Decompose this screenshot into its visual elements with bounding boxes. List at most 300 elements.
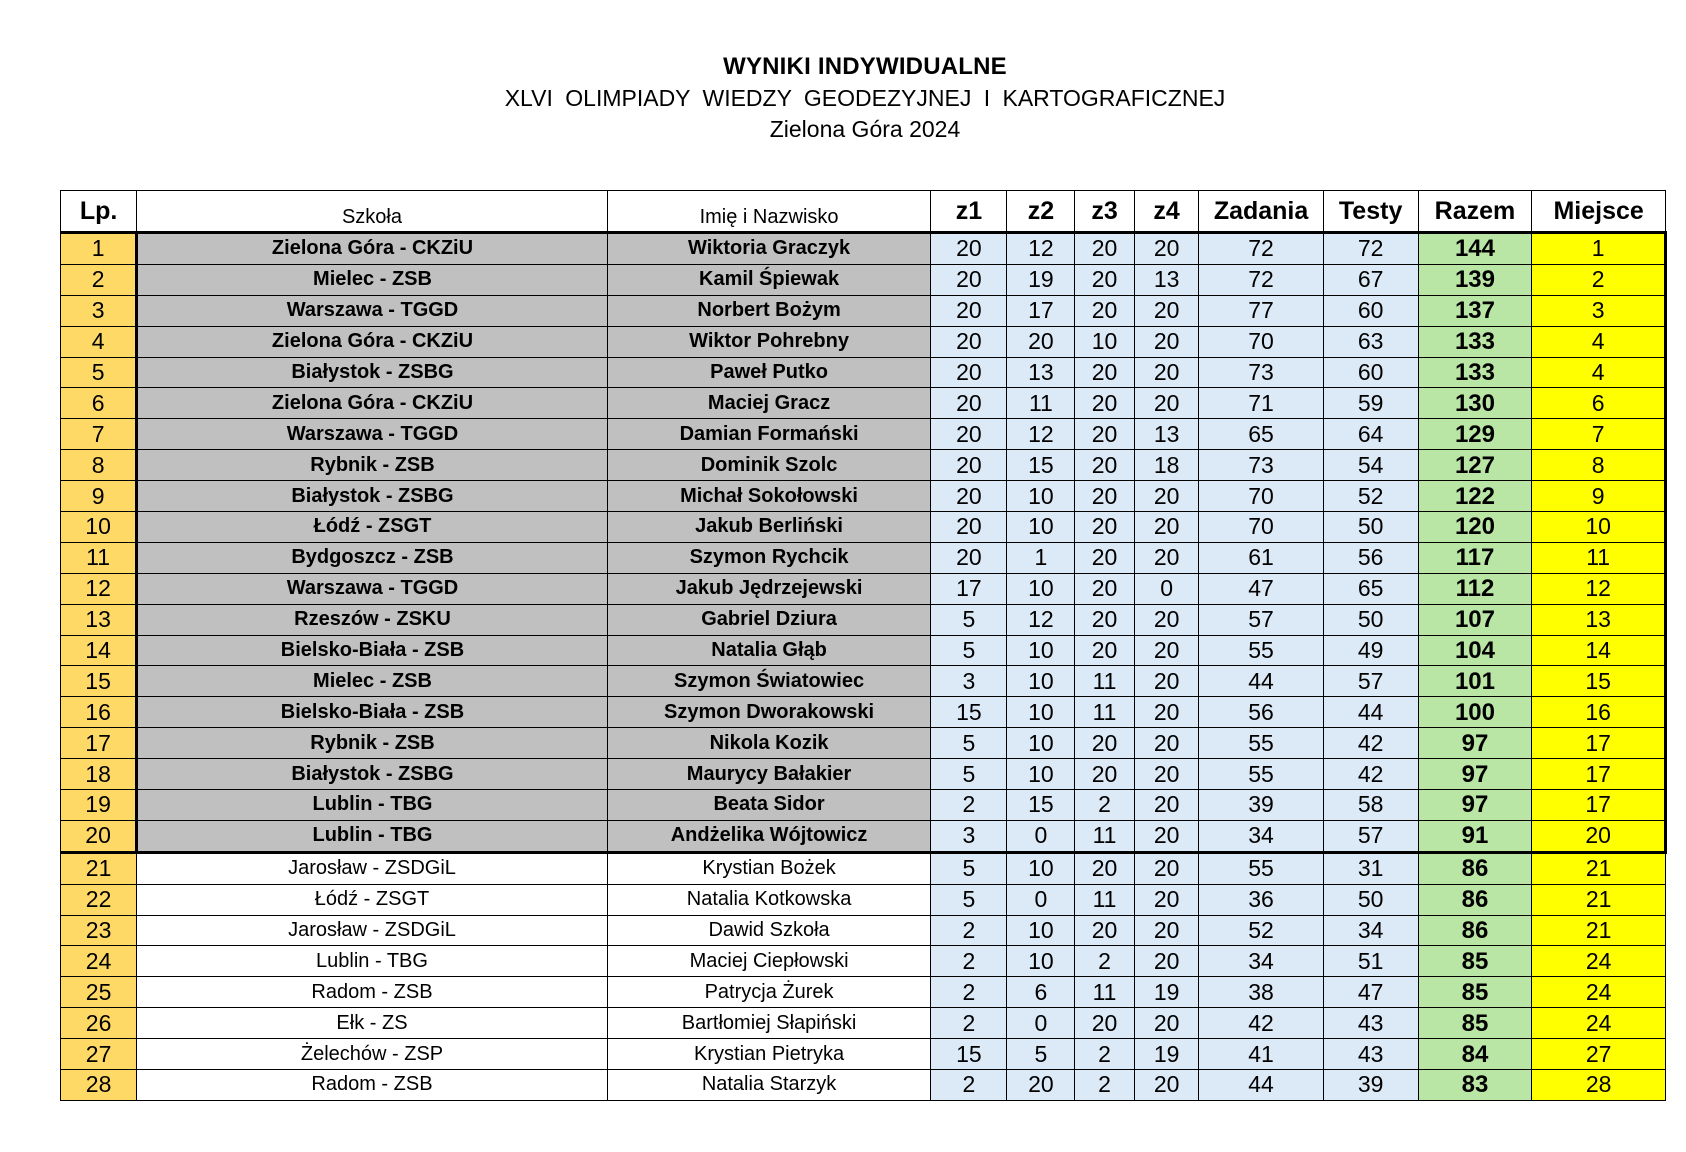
cell-z4: 20	[1134, 388, 1199, 419]
document-location-year: Zielona Góra 2024	[769, 116, 961, 142]
cell-school: Zielona Góra - CKZiU	[137, 388, 608, 419]
cell-z3: 11	[1075, 697, 1134, 728]
table-row	[61, 450, 1666, 481]
cell-zadania: 73	[1199, 357, 1323, 388]
cell-miejsce: 10	[1532, 512, 1666, 543]
cell-z4: 20	[1134, 1008, 1199, 1039]
cell-z2: 20	[1007, 326, 1075, 357]
table-row	[61, 915, 1666, 946]
cell-razem: 107	[1418, 604, 1532, 635]
cell-school: Lublin - TBG	[137, 790, 608, 821]
cell-school: Białystok - ZSBG	[137, 481, 608, 512]
cell-miejsce: 13	[1532, 604, 1666, 635]
cell-razem: 86	[1418, 915, 1532, 946]
cell-miejsce: 21	[1532, 852, 1666, 884]
cell-z1: 5	[931, 852, 1007, 884]
cell-z3: 20	[1075, 450, 1134, 481]
cell-testy: 50	[1323, 604, 1418, 635]
cell-z1: 20	[931, 450, 1007, 481]
cell-name: Jakub Jędrzejewski	[607, 573, 931, 604]
cell-miejsce: 24	[1532, 946, 1666, 977]
cell-school: Zielona Góra - CKZiU	[137, 233, 608, 265]
cell-testy: 67	[1323, 264, 1418, 295]
cell-z1: 2	[931, 1008, 1007, 1039]
cell-z1: 2	[931, 915, 1007, 946]
document-header	[0, 52, 1686, 144]
cell-zadania: 39	[1199, 790, 1323, 821]
cell-z3: 20	[1075, 1008, 1134, 1039]
cell-zadania: 34	[1199, 946, 1323, 977]
cell-z1: 15	[931, 697, 1007, 728]
cell-lp: 12	[61, 573, 137, 604]
cell-school: Bielsko-Biała - ZSB	[137, 635, 608, 666]
table-row	[61, 852, 1666, 884]
cell-z3: 20	[1075, 295, 1134, 326]
cell-name: Szymon Światowiec	[607, 666, 931, 697]
cell-school: Białystok - ZSBG	[137, 357, 608, 388]
cell-name: Nikola Kozik	[607, 728, 931, 759]
cell-z1: 15	[931, 1039, 1007, 1070]
cell-school: Warszawa - TGGD	[137, 419, 608, 450]
cell-miejsce: 14	[1532, 635, 1666, 666]
cell-testy: 59	[1323, 388, 1418, 419]
cell-z4: 20	[1134, 759, 1199, 790]
cell-lp: 5	[61, 357, 137, 388]
cell-name: Natalia Kotkowska	[607, 884, 931, 915]
cell-z4: 20	[1134, 512, 1199, 543]
table-row	[61, 1070, 1666, 1101]
cell-name: Krystian Pietryka	[607, 1039, 931, 1070]
cell-name: Maurycy Bałakier	[607, 759, 931, 790]
cell-testy: 34	[1323, 915, 1418, 946]
cell-z2: 0	[1007, 1008, 1075, 1039]
cell-school: Białystok - ZSBG	[137, 759, 608, 790]
cell-miejsce: 4	[1532, 326, 1666, 357]
cell-school: Ełk - ZS	[137, 1008, 608, 1039]
cell-school: Bydgoszcz - ZSB	[137, 542, 608, 573]
cell-testy: 42	[1323, 759, 1418, 790]
cell-z3: 20	[1075, 419, 1134, 450]
cell-zadania: 55	[1199, 759, 1323, 790]
cell-z2: 10	[1007, 852, 1075, 884]
table-row	[61, 604, 1666, 635]
cell-zadania: 55	[1199, 852, 1323, 884]
cell-lp: 19	[61, 790, 137, 821]
cell-school: Warszawa - TGGD	[137, 573, 608, 604]
cell-z2: 13	[1007, 357, 1075, 388]
cell-z2: 10	[1007, 915, 1075, 946]
cell-z3: 11	[1075, 977, 1134, 1008]
column-header-z1: z1	[931, 191, 1007, 233]
table-row	[61, 946, 1666, 977]
cell-testy: 57	[1323, 820, 1418, 852]
cell-school: Jarosław - ZSDGiL	[137, 852, 608, 884]
cell-zadania: 44	[1199, 666, 1323, 697]
cell-zadania: 56	[1199, 697, 1323, 728]
cell-z1: 20	[931, 512, 1007, 543]
column-header-school: Szkoła	[137, 191, 608, 233]
cell-miejsce: 20	[1532, 820, 1666, 852]
cell-testy: 42	[1323, 728, 1418, 759]
cell-miejsce: 7	[1532, 419, 1666, 450]
cell-school: Lublin - TBG	[137, 946, 608, 977]
cell-name: Beata Sidor	[607, 790, 931, 821]
cell-name: Szymon Rychcik	[607, 542, 931, 573]
cell-miejsce: 15	[1532, 666, 1666, 697]
table-row	[61, 388, 1666, 419]
cell-z2: 12	[1007, 604, 1075, 635]
cell-zadania: 70	[1199, 481, 1323, 512]
cell-razem: 120	[1418, 512, 1532, 543]
cell-z2: 10	[1007, 573, 1075, 604]
cell-testy: 65	[1323, 573, 1418, 604]
cell-miejsce: 4	[1532, 357, 1666, 388]
cell-z3: 20	[1075, 573, 1134, 604]
cell-testy: 43	[1323, 1008, 1418, 1039]
cell-z2: 6	[1007, 977, 1075, 1008]
table-row	[61, 884, 1666, 915]
cell-razem: 86	[1418, 852, 1532, 884]
document-subtitle: XLVI OLIMPIADY WIEDZY GEODEZYJNEJ I KARTOGRAFICZNEJ	[504, 85, 1226, 111]
cell-testy: 47	[1323, 977, 1418, 1008]
cell-razem: 85	[1418, 977, 1532, 1008]
table-row	[61, 295, 1666, 326]
cell-testy: 43	[1323, 1039, 1418, 1070]
cell-zadania: 70	[1199, 512, 1323, 543]
cell-z4: 20	[1134, 790, 1199, 821]
cell-name: Dawid Szkoła	[607, 915, 931, 946]
cell-z1: 20	[931, 264, 1007, 295]
cell-z4: 20	[1134, 946, 1199, 977]
cell-razem: 84	[1418, 1039, 1532, 1070]
cell-z1: 5	[931, 759, 1007, 790]
cell-lp: 28	[61, 1070, 137, 1101]
cell-miejsce: 8	[1532, 450, 1666, 481]
cell-miejsce: 9	[1532, 481, 1666, 512]
cell-name: Natalia Starzyk	[607, 1070, 931, 1101]
cell-zadania: 55	[1199, 635, 1323, 666]
cell-zadania: 71	[1199, 388, 1323, 419]
cell-z2: 10	[1007, 666, 1075, 697]
table-row	[61, 666, 1666, 697]
cell-zadania: 44	[1199, 1070, 1323, 1101]
cell-school: Mielec - ZSB	[137, 264, 608, 295]
cell-z1: 3	[931, 820, 1007, 852]
cell-z4: 13	[1134, 264, 1199, 295]
cell-z1: 20	[931, 419, 1007, 450]
cell-lp: 6	[61, 388, 137, 419]
cell-z4: 20	[1134, 820, 1199, 852]
cell-z1: 5	[931, 604, 1007, 635]
cell-zadania: 72	[1199, 264, 1323, 295]
cell-z4: 20	[1134, 1070, 1199, 1101]
cell-school: Rzeszów - ZSKU	[137, 604, 608, 635]
cell-testy: 50	[1323, 512, 1418, 543]
document-title: WYNIKI INDYWIDUALNE	[723, 53, 1007, 80]
cell-lp: 7	[61, 419, 137, 450]
column-header-z4: z4	[1134, 191, 1199, 233]
cell-name: Dominik Szolc	[607, 450, 931, 481]
cell-z3: 20	[1075, 512, 1134, 543]
cell-z2: 11	[1007, 388, 1075, 419]
table-row	[61, 977, 1666, 1008]
cell-z4: 20	[1134, 542, 1199, 573]
cell-name: Maciej Ciepłowski	[607, 946, 931, 977]
cell-razem: 100	[1418, 697, 1532, 728]
cell-zadania: 65	[1199, 419, 1323, 450]
cell-miejsce: 11	[1532, 542, 1666, 573]
cell-testy: 60	[1323, 295, 1418, 326]
cell-z2: 19	[1007, 264, 1075, 295]
cell-z1: 2	[931, 790, 1007, 821]
cell-school: Radom - ZSB	[137, 977, 608, 1008]
cell-miejsce: 17	[1532, 790, 1666, 821]
cell-lp: 20	[61, 820, 137, 852]
cell-miejsce: 3	[1532, 295, 1666, 326]
cell-z1: 3	[931, 666, 1007, 697]
cell-lp: 1	[61, 233, 137, 265]
cell-lp: 25	[61, 977, 137, 1008]
cell-z3: 20	[1075, 264, 1134, 295]
cell-name: Damian Formański	[607, 419, 931, 450]
cell-razem: 129	[1418, 419, 1532, 450]
cell-testy: 31	[1323, 852, 1418, 884]
cell-z1: 5	[931, 884, 1007, 915]
column-header-name: Imię i Nazwisko	[607, 191, 931, 233]
cell-testy: 56	[1323, 542, 1418, 573]
cell-z3: 20	[1075, 481, 1134, 512]
cell-razem: 117	[1418, 542, 1532, 573]
cell-name: Maciej Gracz	[607, 388, 931, 419]
cell-name: Patrycja Żurek	[607, 977, 931, 1008]
cell-zadania: 34	[1199, 820, 1323, 852]
cell-name: Norbert Bożym	[607, 295, 931, 326]
cell-lp: 17	[61, 728, 137, 759]
cell-z2: 0	[1007, 820, 1075, 852]
cell-name: Paweł Putko	[607, 357, 931, 388]
table-row	[61, 419, 1666, 450]
cell-razem: 137	[1418, 295, 1532, 326]
cell-razem: 97	[1418, 728, 1532, 759]
cell-z2: 10	[1007, 481, 1075, 512]
cell-z4: 20	[1134, 666, 1199, 697]
table-header-row	[61, 191, 1666, 233]
cell-miejsce: 2	[1532, 264, 1666, 295]
table-row	[61, 573, 1666, 604]
cell-z2: 20	[1007, 1070, 1075, 1101]
cell-razem: 83	[1418, 1070, 1532, 1101]
cell-testy: 63	[1323, 326, 1418, 357]
cell-z2: 5	[1007, 1039, 1075, 1070]
cell-testy: 50	[1323, 884, 1418, 915]
cell-miejsce: 24	[1532, 1008, 1666, 1039]
cell-testy: 52	[1323, 481, 1418, 512]
cell-razem: 112	[1418, 573, 1532, 604]
cell-zadania: 61	[1199, 542, 1323, 573]
cell-z1: 17	[931, 573, 1007, 604]
cell-testy: 58	[1323, 790, 1418, 821]
cell-lp: 11	[61, 542, 137, 573]
cell-razem: 122	[1418, 481, 1532, 512]
cell-razem: 91	[1418, 820, 1532, 852]
cell-z3: 20	[1075, 542, 1134, 573]
cell-z4: 20	[1134, 697, 1199, 728]
cell-name: Wiktoria Graczyk	[607, 233, 931, 265]
cell-z1: 20	[931, 481, 1007, 512]
table-row	[61, 728, 1666, 759]
cell-z2: 10	[1007, 697, 1075, 728]
cell-razem: 130	[1418, 388, 1532, 419]
cell-lp: 27	[61, 1039, 137, 1070]
cell-z4: 20	[1134, 326, 1199, 357]
cell-z1: 20	[931, 295, 1007, 326]
cell-z1: 20	[931, 388, 1007, 419]
cell-zadania: 57	[1199, 604, 1323, 635]
cell-name: Natalia Głąb	[607, 635, 931, 666]
cell-razem: 85	[1418, 946, 1532, 977]
table-row	[61, 481, 1666, 512]
cell-razem: 86	[1418, 884, 1532, 915]
cell-z2: 10	[1007, 728, 1075, 759]
cell-school: Żelechów - ZSP	[137, 1039, 608, 1070]
column-header-razem: Razem	[1418, 191, 1532, 233]
cell-z3: 2	[1075, 1070, 1134, 1101]
cell-z3: 20	[1075, 357, 1134, 388]
cell-testy: 44	[1323, 697, 1418, 728]
cell-z3: 11	[1075, 666, 1134, 697]
column-header-zadania: Zadania	[1199, 191, 1323, 233]
cell-miejsce: 17	[1532, 759, 1666, 790]
cell-miejsce: 28	[1532, 1070, 1666, 1101]
table-row	[61, 1008, 1666, 1039]
cell-z1: 2	[931, 1070, 1007, 1101]
cell-z1: 20	[931, 326, 1007, 357]
cell-lp: 4	[61, 326, 137, 357]
table-row	[61, 697, 1666, 728]
cell-zadania: 36	[1199, 884, 1323, 915]
cell-testy: 72	[1323, 233, 1418, 265]
cell-name: Gabriel Dziura	[607, 604, 931, 635]
cell-z2: 12	[1007, 419, 1075, 450]
cell-school: Lublin - TBG	[137, 820, 608, 852]
cell-name: Kamil Śpiewak	[607, 264, 931, 295]
cell-z4: 20	[1134, 604, 1199, 635]
cell-z4: 20	[1134, 915, 1199, 946]
cell-z4: 20	[1134, 295, 1199, 326]
column-header-testy: Testy	[1323, 191, 1418, 233]
cell-razem: 139	[1418, 264, 1532, 295]
cell-z3: 11	[1075, 884, 1134, 915]
cell-lp: 14	[61, 635, 137, 666]
cell-z2: 12	[1007, 233, 1075, 265]
cell-testy: 60	[1323, 357, 1418, 388]
cell-razem: 97	[1418, 759, 1532, 790]
cell-lp: 22	[61, 884, 137, 915]
cell-razem: 133	[1418, 326, 1532, 357]
table-row	[61, 1039, 1666, 1070]
cell-z2: 17	[1007, 295, 1075, 326]
cell-z3: 20	[1075, 233, 1134, 265]
cell-z2: 15	[1007, 450, 1075, 481]
cell-z1: 20	[931, 357, 1007, 388]
cell-z1: 5	[931, 635, 1007, 666]
cell-name: Wiktor Pohrebny	[607, 326, 931, 357]
cell-z2: 10	[1007, 635, 1075, 666]
cell-miejsce: 17	[1532, 728, 1666, 759]
cell-miejsce: 16	[1532, 697, 1666, 728]
cell-miejsce: 21	[1532, 884, 1666, 915]
cell-testy: 64	[1323, 419, 1418, 450]
table-row	[61, 357, 1666, 388]
cell-z2: 15	[1007, 790, 1075, 821]
column-header-z3: z3	[1075, 191, 1134, 233]
cell-z1: 5	[931, 728, 1007, 759]
cell-school: Łódź - ZSGT	[137, 512, 608, 543]
cell-zadania: 77	[1199, 295, 1323, 326]
cell-zadania: 70	[1199, 326, 1323, 357]
table-row	[61, 820, 1666, 852]
cell-z1: 20	[931, 542, 1007, 573]
cell-school: Rybnik - ZSB	[137, 450, 608, 481]
cell-zadania: 42	[1199, 1008, 1323, 1039]
cell-z3: 2	[1075, 1039, 1134, 1070]
cell-name: Szymon Dworakowski	[607, 697, 931, 728]
cell-zadania: 52	[1199, 915, 1323, 946]
cell-miejsce: 21	[1532, 915, 1666, 946]
cell-lp: 21	[61, 852, 137, 884]
cell-z3: 20	[1075, 759, 1134, 790]
cell-name: Krystian Bożek	[607, 852, 931, 884]
cell-miejsce: 6	[1532, 388, 1666, 419]
cell-z3: 11	[1075, 820, 1134, 852]
cell-razem: 104	[1418, 635, 1532, 666]
cell-z3: 20	[1075, 604, 1134, 635]
table-row	[61, 759, 1666, 790]
cell-school: Zielona Góra - CKZiU	[137, 326, 608, 357]
cell-zadania: 41	[1199, 1039, 1323, 1070]
table-row	[61, 542, 1666, 573]
cell-zadania: 47	[1199, 573, 1323, 604]
cell-lp: 15	[61, 666, 137, 697]
cell-miejsce: 27	[1532, 1039, 1666, 1070]
cell-z4: 13	[1134, 419, 1199, 450]
cell-razem: 97	[1418, 790, 1532, 821]
cell-miejsce: 1	[1532, 233, 1666, 265]
cell-school: Warszawa - TGGD	[137, 295, 608, 326]
cell-z3: 20	[1075, 852, 1134, 884]
cell-z2: 0	[1007, 884, 1075, 915]
cell-school: Mielec - ZSB	[137, 666, 608, 697]
cell-school: Rybnik - ZSB	[137, 728, 608, 759]
cell-lp: 8	[61, 450, 137, 481]
cell-school: Radom - ZSB	[137, 1070, 608, 1101]
table-row	[61, 512, 1666, 543]
cell-z3: 10	[1075, 326, 1134, 357]
cell-z3: 20	[1075, 915, 1134, 946]
cell-z2: 1	[1007, 542, 1075, 573]
cell-razem: 101	[1418, 666, 1532, 697]
cell-z4: 19	[1134, 1039, 1199, 1070]
cell-razem: 127	[1418, 450, 1532, 481]
cell-lp: 24	[61, 946, 137, 977]
cell-name: Andżelika Wójtowicz	[607, 820, 931, 852]
cell-z2: 10	[1007, 759, 1075, 790]
cell-lp: 16	[61, 697, 137, 728]
cell-school: Jarosław - ZSDGiL	[137, 915, 608, 946]
cell-z2: 10	[1007, 946, 1075, 977]
cell-lp: 3	[61, 295, 137, 326]
cell-zadania: 73	[1199, 450, 1323, 481]
